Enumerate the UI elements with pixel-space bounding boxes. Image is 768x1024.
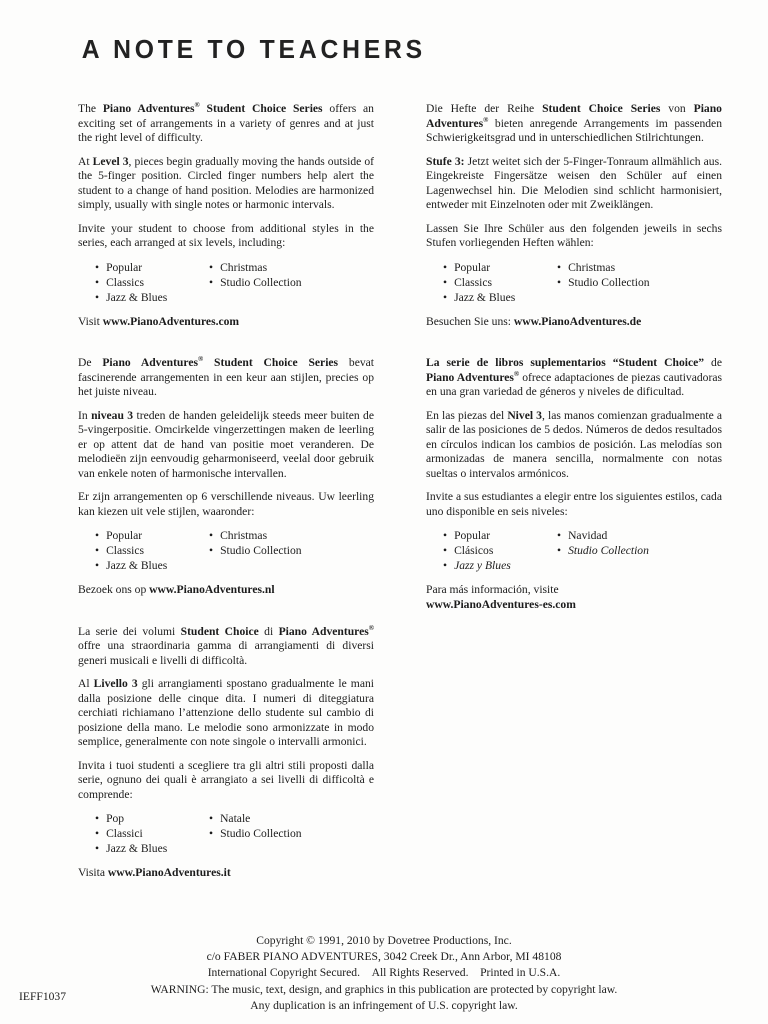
text-segment: In [78,408,92,422]
style-list-column [209,260,302,305]
text-segment: ® [197,355,204,364]
language-block-dutch [78,356,374,598]
text-segment: Student Choice Series [199,102,323,115]
text-segment: Al [78,677,94,690]
style-item [557,543,649,558]
text-segment: Piano Adventures [426,102,722,130]
text-segment: Invite your student to choose from additional styles in the series, each arranged at six levels, including: [78,221,374,249]
style-item-label: Studio Collection [220,827,302,840]
text-segment: ® [194,101,200,110]
style-item [95,275,209,290]
style-list-column [443,528,557,573]
style-list-column [557,528,649,573]
style-item [443,260,557,275]
style-item-label: Jazz y Blues [454,559,511,572]
text-segment: von [660,102,694,115]
website-line [426,583,722,612]
column-right [426,102,722,881]
style-item [557,275,650,290]
style-item-label: Studio Collection [220,275,302,289]
style-item-label: Christmas [568,260,616,274]
paragraph [78,625,374,669]
style-item-label: Popular [454,529,491,542]
text-segment: Student Choice Series [542,102,661,115]
style-item [557,528,649,543]
style-item [209,528,302,543]
text-segment: Invite a sus estudiantes a elegir entre los siguientes estilos, cada uno disponible en seis niveles: [426,490,722,518]
catalog-number: IEFF1037 [19,990,67,1003]
paragraph [78,102,374,146]
column-left [78,102,374,881]
page-title: A NOTE TO TEACHERS [81,34,426,64]
text-segment: Piano Adventures [426,370,514,384]
style-item [443,558,557,573]
text-segment: ® [368,623,374,632]
text-segment: Nivel 3 [507,408,542,422]
style-item-label: Popular [106,529,143,542]
style-item [443,275,557,290]
style-list-column [95,260,209,305]
style-item-label: Classics [106,275,145,289]
paragraph [78,409,374,482]
style-item [443,528,557,543]
text-segment: ® [483,115,489,124]
text-segment: Bezoek ons op [78,583,150,596]
text-segment: ® [513,369,520,378]
style-item [95,290,209,305]
style-item-label: Popular [454,260,491,274]
text-segment: gli arrangiamenti spostano gradualmente le mani dalla posizione delle cinque dita. I numeri di diteggiatura cerchiati richiamano l’attenzione dello studente sul cambio di posizione della mano. Le melodie sono armonizzate in modo semplice, generalmente con note singole o intervalli armonici. [78,677,374,748]
text-segment: ofrece adaptaciones de piezas cautivadoras en una gran variedad de géneros y niveles de dificultad. [426,370,722,398]
paragraph [426,155,722,213]
style-item-label: Jazz & Blues [454,290,516,304]
paragraph [426,222,722,251]
text-segment: treden de handen geleidelijk steeds meer buiten de 5-vingerpositie. Omcirkelde vingerzettingen maken de leerling er op attent dat de hand van positie moet veranderen. De melodieën zijn eenvoudig geharmoniseerd, veelal door gebruik van enkele noten of harmonische intervallen. [78,408,374,480]
text-segment: De [78,356,103,369]
footer-line: Copyright © 1991, 2010 by Dovetree Productions, Inc. [256,934,512,947]
style-item [209,826,302,841]
website-line [78,866,374,881]
text-segment: La serie dei volumi [78,624,181,638]
style-list [95,528,374,573]
text-segment: www.PianoAdventures-es.com [426,597,576,611]
style-item [443,543,557,558]
style-item-label: Studio Collection [220,544,302,557]
text-segment: www.PianoAdventures.it [107,866,231,879]
text-segment: bevat fascinerende arrangementen in een keur aan stijlen, precies op het juiste niveau. [78,356,374,398]
style-item [95,841,209,856]
style-item [209,275,302,290]
style-item [209,543,302,558]
text-segment: Visita [78,866,108,879]
style-item-label: Clásicos [454,544,494,557]
style-list-column [95,528,209,573]
text-segment: Level 3 [92,154,129,168]
paragraph [78,677,374,750]
paragraph [78,222,374,251]
text-segment: La serie de libros suplementarios “Student Choice” [426,356,705,369]
text-segment: niveau 3 [91,408,134,422]
footer-line: Any duplication is an infringement of U.S. copyright law. [250,998,518,1012]
text-segment: offers an exciting set of arrangements in a variety of genres and at just the right level of difficulty. [78,102,374,144]
text-segment: Invita i tuoi studenti a scegliere tra gli altri stili proposti dalla serie, ognuno dei quali è arrangiato a sei livelli di difficoltà e comprende: [78,758,374,801]
text-segment: Student Choice [180,624,259,638]
text-segment: Stufe 3: [426,154,465,168]
style-item-label: Studio Collection [568,544,649,557]
footer-line: c/o FABER PIANO ADVENTURES, 3042 Creek Dr., Ann Arbor, MI 48108 [206,950,562,964]
language-block-spanish [426,356,722,612]
text-segment: Piano Adventures [102,356,198,369]
text-segment: En las piezas del [426,408,508,422]
language-block-italian [78,625,374,881]
style-item-label: Studio Collection [568,275,650,289]
paragraph [78,155,374,213]
text-segment: offre una straordinaria gamma di arrangiamenti di diversi generi musicali e livelli di difficoltà. [78,639,374,667]
style-item-label: Pop [106,812,125,825]
text-segment: Student Choice Series [203,356,339,369]
text-segment: Visit [78,314,103,328]
paragraph [426,490,722,519]
style-item [95,528,209,543]
style-item [557,260,650,275]
language-block-german [426,102,722,329]
text-segment: , pieces begin gradually moving the hands outside of the 5-finger position. Circled finger numbers help alert the student to a change of hand position. Melodies are harmonized simply, usually with single notes or harmonic intervals. [78,154,374,211]
paragraph [426,356,722,400]
text-segment: Para más información, visite [426,583,559,596]
text-segment: Piano Adventures [278,624,369,638]
style-item [95,558,209,573]
style-list-column [95,811,209,856]
paragraph [426,102,722,146]
paragraph [78,356,374,400]
style-item [443,290,557,305]
text-segment: www.PianoAdventures.de [513,314,642,328]
style-item [209,811,302,826]
text-segment: , las manos comienzan gradualmente a salir de las posiciones de 5 dedos. Números de dedos resultados en círculos indican los cambios de posición. Las melodías son armonizadas de manera sencilla, normalmente con notas sueltas o intervalos armónicos. [426,408,723,480]
style-item [95,811,209,826]
text-segment: The [78,102,103,115]
style-item-label: Popular [106,260,143,274]
text-segment: de [704,356,723,369]
style-list [95,811,374,856]
style-item [95,826,209,841]
style-list [443,260,722,305]
website-line [78,315,374,330]
style-item-label: Christmas [220,260,268,274]
text-segment: www.PianoAdventures.com [102,314,240,328]
style-item [95,260,209,275]
text-segment: Die Hefte der Reihe [426,102,543,115]
website-line [426,315,722,330]
language-block-english [78,102,374,329]
text-segment: At [78,154,93,168]
style-item-label: Jazz & Blues [106,559,168,572]
style-item-label: Classics [106,544,145,557]
style-item-label: Jazz & Blues [106,842,168,855]
text-segment: bieten anregende Arrangements im passenden Schwierigkeitsgrad und in unterschiedlichen Stilrichtungen. [426,116,722,144]
text-segment: Jetzt weitet sich der 5-Finger-Tonraum allmählich aus. Eingekreiste Fingersätze weisen den Schüler auf einen Lagenwechsel hin. Die Melodien sind schlicht harmonisiert, entweder mit Einzelnoten oder mit Zweiklängen. [426,154,722,211]
style-item-label: Natale [220,812,251,825]
footer-line: WARNING: The music, text, design, and graphics in this publication are protected by copyright law. [150,982,618,996]
style-item-label: Classics [454,275,493,289]
text-segment: Besuchen Sie uns: [426,314,514,328]
style-list-column [557,260,650,305]
text-segment: www.PianoAdventures.nl [149,583,275,596]
text-segment: Er zijn arrangementen op 6 verschillende niveaus. Uw leerling kan kiezen uit vele stijlen, waaronder: [78,490,374,518]
style-item-label: Jazz & Blues [106,290,168,304]
style-list-column [209,811,302,856]
website-line [78,583,374,598]
text-segment: di [258,624,279,638]
style-item-label: Navidad [568,529,608,542]
two-column-body [0,102,768,881]
paragraph [78,759,374,803]
text-segment: Lassen Sie Ihre Schüler aus den folgenden jeweils in sechs Stufen vorliegenden Heften wählen: [426,221,722,249]
paragraph [426,409,722,482]
style-list-column [443,260,557,305]
style-item [95,543,209,558]
style-list [95,260,374,305]
style-item-label: Classici [106,827,143,840]
text-segment: Livello 3 [93,677,138,690]
text-segment: Piano Adventures [102,102,195,115]
paragraph [78,490,374,519]
style-list [443,528,722,573]
footer-legal [0,933,768,1014]
style-list-column [209,528,302,573]
footer-line: International Copyright Secured. All Rights Reserved. Printed in U.S.A. [207,966,561,980]
style-item-label: Christmas [220,529,268,542]
style-item [209,260,302,275]
